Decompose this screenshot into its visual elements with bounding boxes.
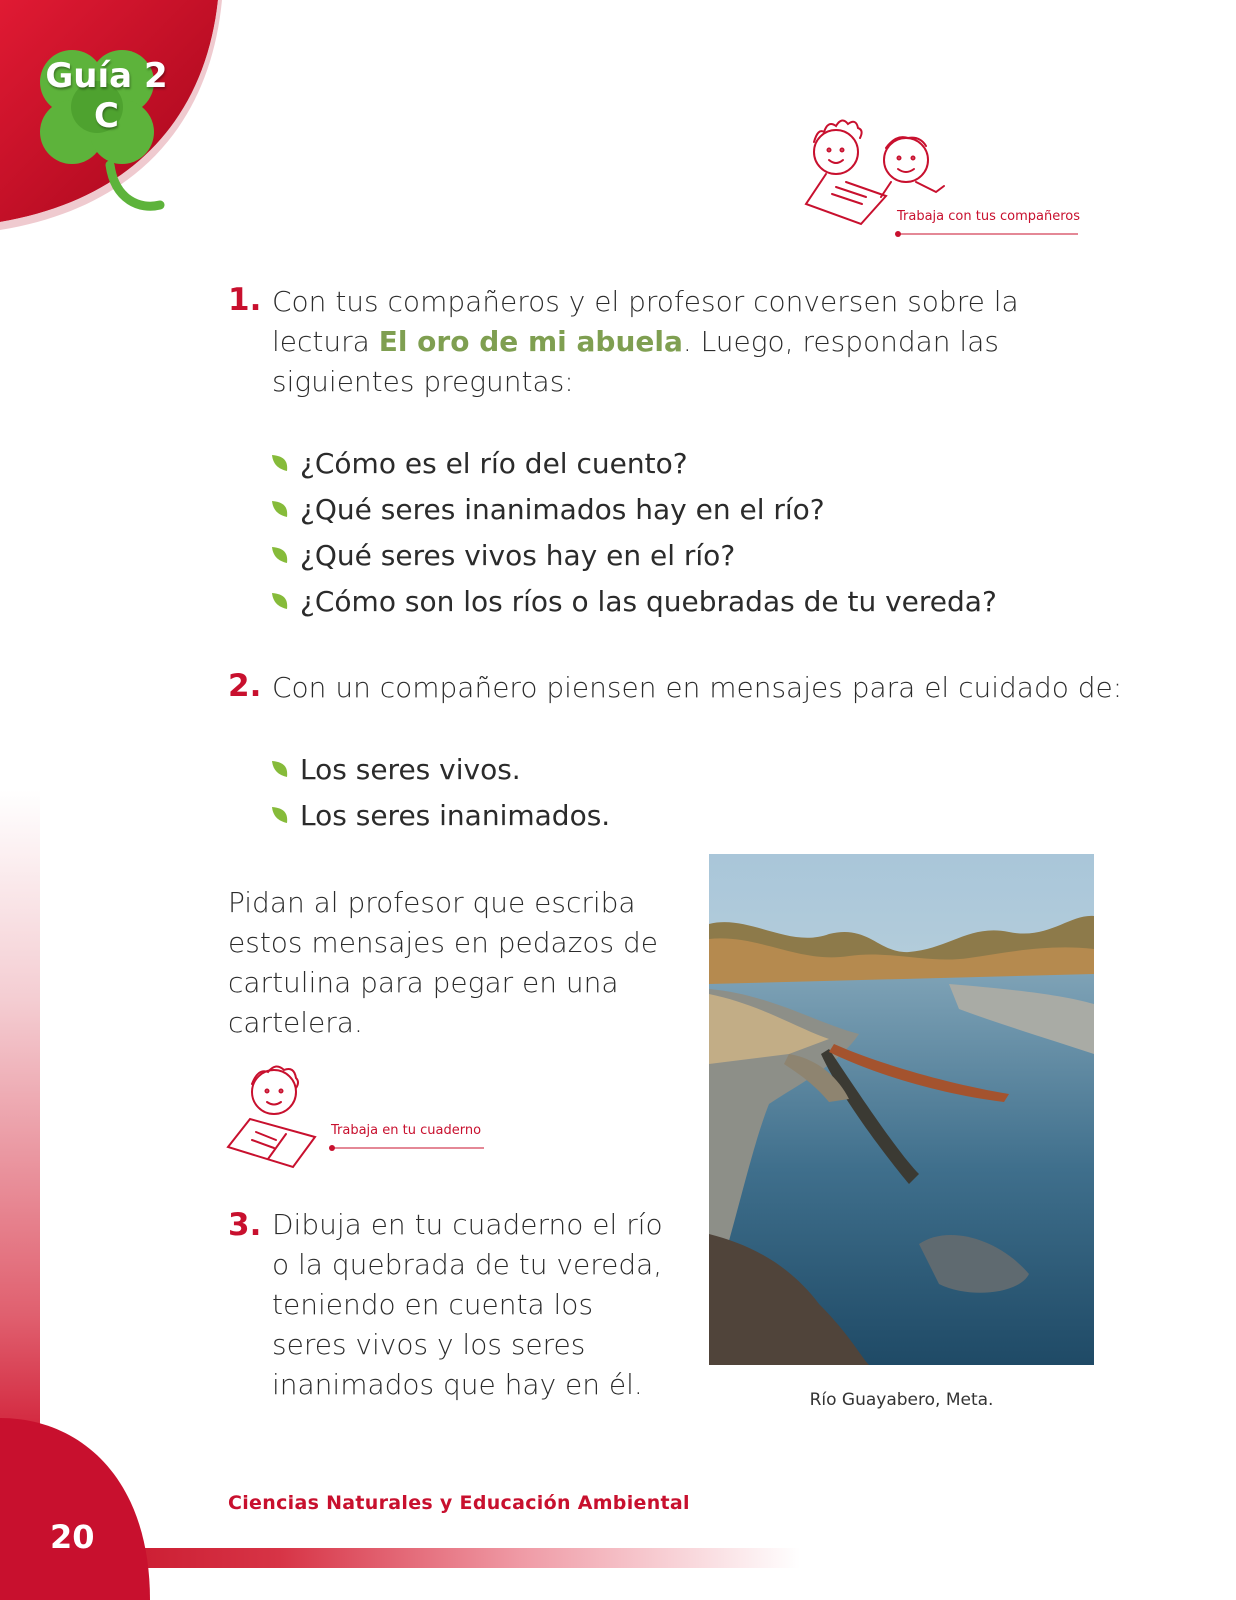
list-item: ¿Qué seres vivos hay en el río? <box>300 539 736 572</box>
activity-2-number: 2. <box>228 668 262 704</box>
guide-badge <box>44 56 169 136</box>
work-with-partners-label: Trabaja con tus compañeros <box>897 209 1080 224</box>
leaf-bullet-icon <box>271 806 289 824</box>
leaf-bullet-icon <box>271 454 289 472</box>
guide-letter: C <box>94 96 119 136</box>
river-photo <box>709 854 1094 1365</box>
activity-3-number: 3. <box>228 1207 262 1243</box>
activity-2-instruction: Pidan al profesor que escriba estos mensajes en pedazos de cartulina para pegar en una cartelera. <box>228 886 659 1039</box>
activity-1-text <box>272 282 1102 402</box>
activity-2-text: Con un compañero piensen en mensajes para el cuidado de: <box>272 671 1123 704</box>
left-gradient-band <box>0 790 40 1490</box>
activity-1-intro: Con tus compañeros y el profesor conversen sobre la lectura <box>272 285 1019 358</box>
notebook-label: Trabaja en tu cuaderno <box>331 1123 482 1138</box>
list-item: ¿Qué seres inanimados hay en el río? <box>300 493 825 526</box>
reading-title: El oro de mi abuela <box>378 325 683 358</box>
activity-1-outro: . Luego, respondan las siguientes preguntas: <box>272 325 999 398</box>
leaf-bullet-icon <box>271 546 289 564</box>
leaf-bullet-icon <box>271 760 289 778</box>
label-underline <box>894 230 1078 238</box>
list-item: ¿Cómo es el río del cuento? <box>300 447 688 480</box>
label-underline <box>328 1144 484 1152</box>
kid-notebook-icon <box>226 1062 326 1177</box>
list-item: Los seres vivos. <box>300 753 521 786</box>
leaf-bullet-icon <box>271 592 289 610</box>
list-item: Los seres inanimados. <box>300 799 611 832</box>
activity-1-number: 1. <box>228 282 262 318</box>
leaf-bullet-icon <box>271 500 289 518</box>
list-item: ¿Cómo son los ríos o las quebradas de tu vereda? <box>300 585 997 618</box>
footer-title: Ciencias Naturales y Educación Ambiental <box>228 1492 690 1514</box>
activity-3-text: Dibuja en tu cuaderno el río o la quebrada de tu vereda, teniendo en cuenta los seres vivos y los seres inanimados que hay en él. <box>272 1208 663 1401</box>
guide-label: Guía 2 <box>45 56 168 96</box>
page-number-corner <box>0 1418 150 1600</box>
photo-caption: Río Guayabero, Meta. <box>809 1390 994 1410</box>
page-number: 20 <box>50 1518 95 1556</box>
